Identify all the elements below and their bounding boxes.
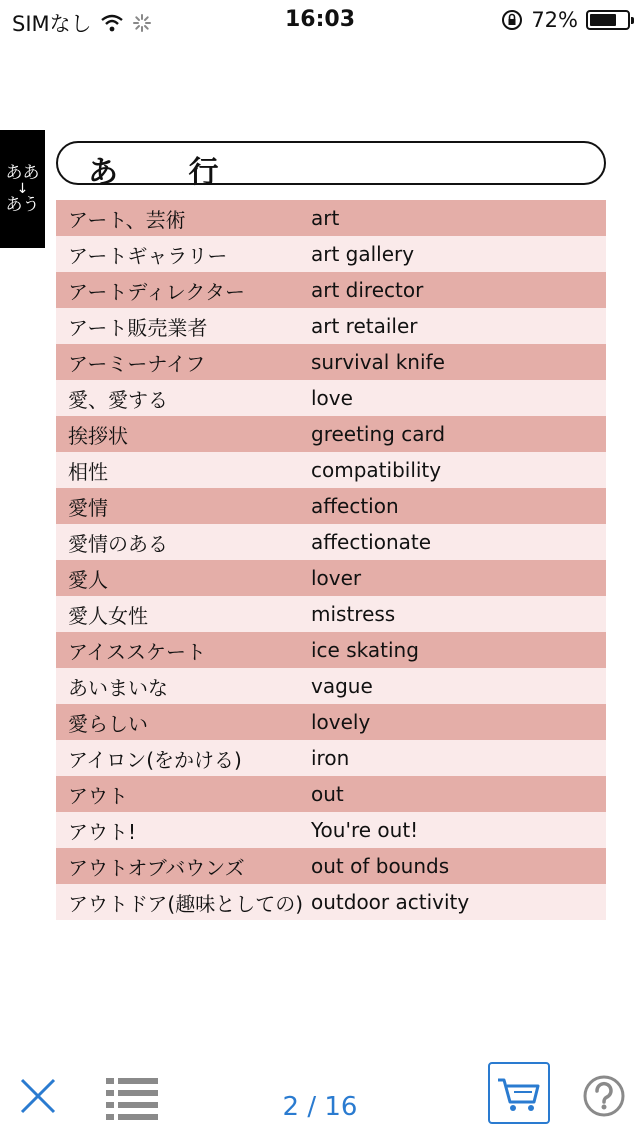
english-term: out — [311, 782, 344, 806]
table-row[interactable] — [56, 632, 606, 668]
list-button[interactable] — [106, 1076, 158, 1120]
battery-percent: 72% — [531, 8, 578, 32]
japanese-term: 挨拶状 — [68, 423, 128, 448]
japanese-term: アートギャラリー — [68, 243, 228, 268]
japanese-term: 愛人女性 — [68, 603, 148, 628]
bottom-toolbar — [0, 1060, 640, 1136]
cart-icon — [490, 1064, 548, 1122]
japanese-term: アウトオブバウンズ — [68, 855, 245, 880]
help-button[interactable] — [582, 1074, 626, 1118]
english-term: lovely — [311, 710, 371, 734]
cart-button[interactable] — [488, 1062, 550, 1124]
english-term: You're out! — [311, 818, 419, 842]
list-icon — [106, 1076, 158, 1120]
japanese-term: 愛情のある — [68, 531, 168, 556]
english-term: survival knife — [311, 350, 445, 374]
table-row[interactable] — [56, 884, 606, 920]
table-row[interactable] — [56, 452, 606, 488]
table-row[interactable] — [56, 812, 606, 848]
status-bar — [0, 0, 640, 40]
japanese-term: あいまいな — [68, 675, 168, 700]
japanese-term: アート販売業者 — [68, 315, 208, 340]
english-term: art gallery — [311, 242, 415, 266]
down-arrow-icon: ↓ — [16, 181, 29, 197]
status-time: 16:03 — [284, 7, 356, 32]
vocabulary-table — [56, 200, 606, 920]
english-term: art — [311, 206, 340, 230]
table-row[interactable] — [56, 380, 606, 416]
table-row[interactable] — [56, 488, 606, 524]
section-title: あ 行 — [88, 155, 249, 190]
table-row[interactable] — [56, 236, 606, 272]
carrier-label: SIMなし — [12, 12, 92, 36]
page-indicator: 2 / 16 — [282, 1092, 358, 1122]
japanese-term: 愛らしい — [68, 711, 148, 736]
japanese-term: 愛情 — [68, 495, 108, 520]
japanese-term: アートディレクター — [68, 279, 245, 304]
battery-fill — [590, 14, 616, 26]
table-row[interactable] — [56, 596, 606, 632]
table-row[interactable] — [56, 416, 606, 452]
english-term: iron — [311, 746, 350, 770]
english-term: vague — [311, 674, 373, 698]
japanese-term: アウト! — [68, 819, 137, 844]
japanese-term: 相性 — [68, 459, 108, 484]
japanese-term: 愛、愛する — [68, 387, 168, 412]
english-term: affection — [311, 494, 399, 518]
table-row[interactable] — [56, 848, 606, 884]
side-index-tab[interactable] — [0, 130, 45, 248]
table-row[interactable] — [56, 200, 606, 236]
english-term: out of bounds — [311, 854, 450, 878]
side-tab-end: あう — [5, 195, 40, 215]
japanese-term: アイススケート — [68, 639, 206, 664]
battery-icon — [586, 10, 630, 30]
table-row[interactable] — [56, 344, 606, 380]
table-row[interactable] — [56, 668, 606, 704]
orientation-lock-icon — [501, 9, 523, 31]
english-term: lover — [311, 566, 362, 590]
japanese-term: アーミーナイフ — [68, 351, 206, 376]
table-row[interactable] — [56, 776, 606, 812]
section-header — [56, 141, 606, 190]
table-row[interactable] — [56, 272, 606, 308]
table-row[interactable] — [56, 704, 606, 740]
japanese-term: アート、芸術 — [68, 207, 186, 232]
english-term: outdoor activity — [311, 890, 470, 914]
english-term: greeting card — [311, 422, 446, 446]
english-term: art retailer — [311, 314, 418, 338]
japanese-term: アウト — [68, 783, 128, 808]
japanese-term: 愛人 — [68, 567, 108, 592]
english-term: mistress — [311, 602, 396, 626]
english-term: compatibility — [311, 458, 442, 482]
japanese-term: アイロン(をかける) — [68, 747, 242, 772]
english-term: art director — [311, 278, 424, 302]
table-row[interactable] — [56, 560, 606, 596]
close-button[interactable] — [18, 1076, 58, 1116]
table-row[interactable] — [56, 524, 606, 560]
status-right — [501, 8, 630, 32]
table-row[interactable] — [56, 308, 606, 344]
close-icon — [18, 1076, 58, 1116]
english-term: affectionate — [311, 530, 432, 554]
japanese-term: アウトドア(趣味としての) — [68, 891, 304, 916]
english-term: love — [311, 386, 353, 410]
help-icon — [582, 1074, 626, 1118]
side-tab-start: ああ — [5, 163, 40, 183]
table-row[interactable] — [56, 740, 606, 776]
english-term: ice skating — [311, 638, 419, 662]
